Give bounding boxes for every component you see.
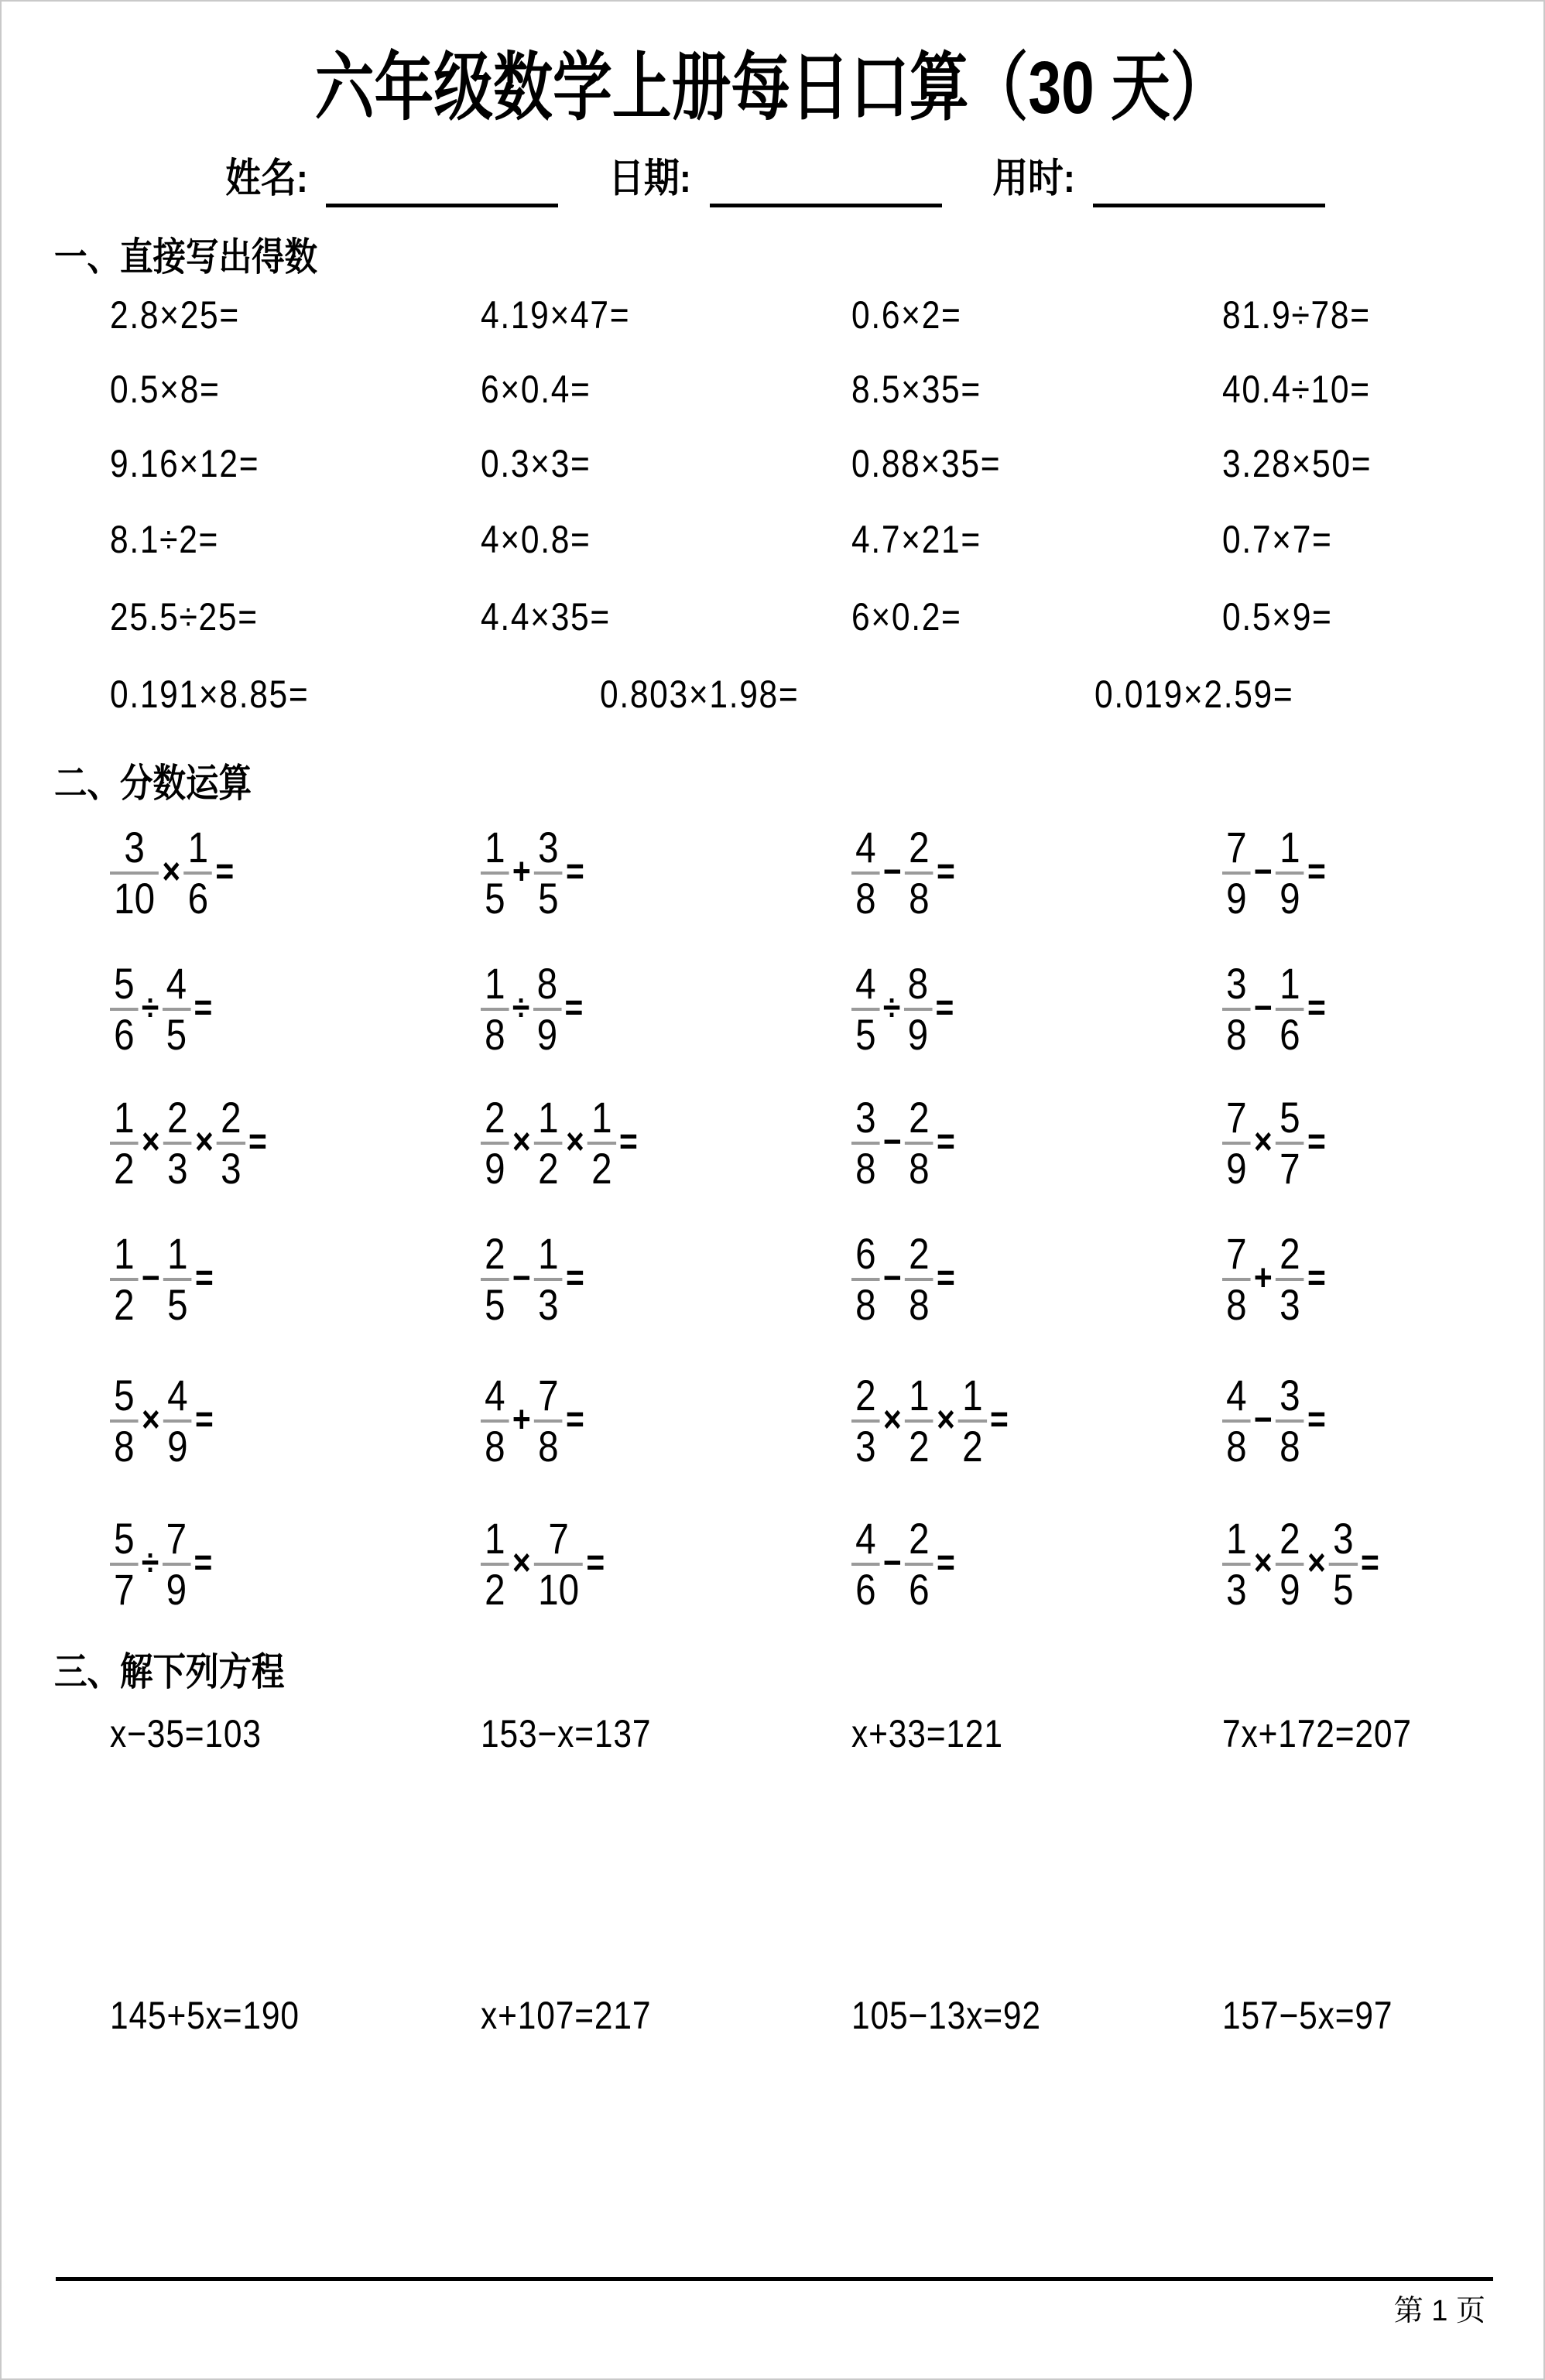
denominator: 6	[909, 1564, 930, 1614]
equals-sign: =	[564, 988, 584, 1029]
equals-sign: =	[935, 988, 954, 1029]
denominator: 8	[485, 1009, 505, 1059]
denominator: 8	[909, 873, 930, 923]
operator: ×	[1253, 1543, 1273, 1584]
denominator: 3	[167, 1143, 188, 1193]
operator: −	[882, 851, 902, 893]
denominator: 9	[536, 1009, 558, 1059]
numerator: 1	[1226, 1514, 1247, 1563]
numerator: 3	[1280, 1371, 1300, 1419]
page-number: 第 1 页	[1393, 2295, 1485, 2327]
numerator: 1	[114, 1093, 135, 1142]
numerator: 7	[538, 1371, 559, 1419]
denominator: 3	[1280, 1279, 1300, 1329]
denominator: 5	[1333, 1564, 1354, 1614]
section1-heading: 一、直接写出得数	[54, 235, 317, 279]
equals-sign: =	[1307, 1122, 1326, 1163]
denominator: 2	[591, 1143, 612, 1193]
operator: ×	[565, 1122, 584, 1163]
numerator: 2	[909, 823, 930, 872]
equals-sign: =	[1360, 1543, 1379, 1584]
equals-sign: =	[936, 1543, 955, 1584]
operator: ÷	[141, 1543, 159, 1584]
operator: ×	[162, 851, 181, 893]
numerator: 8	[907, 959, 929, 1008]
math-problem: 0.191×8.85=	[110, 673, 310, 716]
operator: ÷	[882, 988, 901, 1029]
equation-problem: 7x+172=207	[1222, 1712, 1412, 1755]
numerator: 2	[1280, 1514, 1300, 1563]
numerator: 3	[538, 823, 559, 872]
operator: ×	[1253, 1122, 1273, 1163]
numerator: 1	[591, 1093, 612, 1142]
numerator: 2	[909, 1093, 930, 1142]
equals-sign: =	[248, 1122, 267, 1163]
numerator: 1	[1280, 823, 1300, 872]
denominator: 9	[907, 1009, 929, 1059]
denominator: 2	[485, 1564, 505, 1614]
denominator: 8	[855, 1279, 876, 1329]
numerator: 1	[114, 1229, 135, 1278]
operator: ÷	[141, 988, 159, 1029]
numerator: 3	[124, 823, 145, 872]
denominator: 10	[114, 873, 156, 923]
operator: −	[882, 1543, 902, 1584]
numerator: 1	[485, 959, 505, 1008]
numerator: 1	[187, 823, 209, 872]
equals-sign: =	[1307, 851, 1326, 893]
operator: ×	[882, 1399, 902, 1441]
equals-sign: =	[215, 851, 235, 893]
math-problem: 0.88×35=	[851, 442, 1002, 485]
equation-problems	[2, 2, 1543, 2378]
math-problem: 8.1÷2=	[110, 518, 220, 561]
math-problem: 0.5×8=	[110, 368, 221, 411]
math-problem: 2.8×25=	[110, 293, 240, 337]
numerator: 2	[485, 1229, 505, 1278]
numerator: 1	[538, 1093, 559, 1142]
denominator: 7	[1280, 1143, 1300, 1193]
equals-sign: =	[194, 1258, 214, 1300]
denominator: 6	[114, 1009, 135, 1059]
numerator: 4	[855, 823, 876, 872]
denominator: 2	[114, 1279, 135, 1329]
equation-problem: 153−x=137	[481, 1712, 652, 1755]
denominator: 8	[909, 1143, 930, 1193]
denominator: 8	[538, 1421, 559, 1471]
denominator: 2	[909, 1421, 930, 1471]
denominator: 9	[167, 1421, 188, 1471]
math-problem: 0.3×3=	[481, 442, 591, 485]
equals-sign: =	[936, 1122, 955, 1163]
math-problem: 6×0.4=	[481, 368, 591, 411]
date-label: 日期:	[608, 156, 692, 201]
section2-heading: 二、分数运算	[54, 762, 252, 805]
math-problem: 81.9÷78=	[1222, 293, 1371, 337]
numerator: 1	[538, 1229, 559, 1278]
numerator: 1	[485, 1514, 505, 1563]
denominator: 9	[485, 1143, 505, 1193]
denominator: 3	[538, 1279, 559, 1329]
denominator: 3	[1226, 1564, 1247, 1614]
denominator: 7	[114, 1564, 135, 1614]
numerator: 4	[485, 1371, 505, 1419]
denominator: 8	[1226, 1421, 1247, 1471]
math-problem: 25.5÷25=	[110, 595, 259, 639]
equals-sign: =	[1307, 1258, 1326, 1300]
equals-sign: =	[989, 1399, 1009, 1441]
operator: ÷	[512, 988, 530, 1029]
numerator: 5	[114, 1514, 135, 1563]
denominator: 6	[855, 1564, 876, 1614]
denominator: 8	[855, 873, 876, 923]
operator: ×	[141, 1122, 160, 1163]
equals-sign: =	[194, 1543, 213, 1584]
operator: −	[882, 1122, 902, 1163]
numerator: 3	[1226, 959, 1247, 1008]
math-problem: 8.5×35=	[851, 368, 981, 411]
numerator: 4	[855, 959, 876, 1008]
math-problem: 0.803×1.98=	[600, 673, 800, 716]
operator: ×	[141, 1399, 160, 1441]
equation-problem: 105−13x=92	[851, 1994, 1041, 2037]
numerator: 4	[855, 1514, 876, 1563]
numerator: 2	[909, 1514, 930, 1563]
equation-problem: 145+5x=190	[110, 1994, 300, 2037]
operator: +	[1253, 1258, 1273, 1300]
equals-sign: =	[194, 1399, 214, 1441]
numerator: 5	[114, 1371, 135, 1419]
denominator: 3	[221, 1143, 242, 1193]
numerator: 8	[536, 959, 558, 1008]
numerator: 4	[166, 959, 187, 1008]
denominator: 9	[1226, 873, 1247, 923]
numerator: 7	[166, 1514, 187, 1563]
numerator: 1	[167, 1229, 188, 1278]
numerator: 7	[548, 1514, 569, 1563]
operator: −	[1253, 1399, 1273, 1441]
equation-problem: x+33=121	[851, 1712, 1003, 1755]
numerator: 2	[1280, 1229, 1300, 1278]
equation-problem: 157−5x=97	[1222, 1994, 1393, 2037]
math-problem: 9.16×12=	[110, 442, 260, 485]
math-problem: 0.7×7=	[1222, 518, 1333, 561]
denominator: 10	[538, 1564, 580, 1614]
operator: ×	[1307, 1543, 1326, 1584]
math-problem: 0.5×9=	[1222, 595, 1333, 639]
denominator: 5	[855, 1009, 876, 1059]
operator: ×	[512, 1543, 531, 1584]
numerator: 2	[485, 1093, 505, 1142]
numerator: 3	[855, 1093, 876, 1142]
numerator: 5	[114, 959, 135, 1008]
section3-heading: 三、解下列方程	[54, 1650, 285, 1693]
numerator: 2	[909, 1229, 930, 1278]
operator: ×	[512, 1122, 531, 1163]
denominator: 8	[855, 1143, 876, 1193]
math-problem: 3.28×50=	[1222, 442, 1372, 485]
numerator: 1	[485, 823, 505, 872]
numerator: 4	[167, 1371, 188, 1419]
denominator: 8	[485, 1421, 505, 1471]
denominator: 9	[1280, 1564, 1300, 1614]
numerator: 7	[1226, 1093, 1247, 1142]
operator: +	[512, 851, 531, 893]
numerator: 2	[221, 1093, 242, 1142]
denominator: 9	[1226, 1143, 1247, 1193]
operator: −	[141, 1258, 160, 1300]
numerator: 4	[1226, 1371, 1247, 1419]
equals-sign: =	[565, 1258, 584, 1300]
denominator: 6	[1280, 1009, 1300, 1059]
denominator: 8	[1280, 1421, 1300, 1471]
equals-sign: =	[565, 851, 584, 893]
denominator: 2	[962, 1421, 983, 1471]
operator: −	[1253, 851, 1273, 893]
math-problem: 0.6×2=	[851, 293, 962, 337]
equals-sign: =	[1307, 988, 1326, 1029]
denominator: 5	[166, 1009, 187, 1059]
operator: +	[512, 1399, 531, 1441]
numerator: 2	[167, 1093, 188, 1142]
equation-problem: x+107=217	[481, 1994, 652, 2037]
numerator: 3	[1333, 1514, 1354, 1563]
operator: −	[882, 1258, 902, 1300]
math-problem: 40.4÷10=	[1222, 368, 1371, 411]
denominator: 3	[855, 1421, 876, 1471]
numerator: 1	[909, 1371, 930, 1419]
duration-label: 用时:	[992, 156, 1075, 201]
denominator: 5	[485, 873, 505, 923]
equation-problem: x−35=103	[110, 1712, 262, 1755]
operator: −	[512, 1258, 531, 1300]
footer-divider	[56, 2277, 1493, 2281]
numerator: 1	[962, 1371, 983, 1419]
denominator: 8	[1226, 1009, 1247, 1059]
page-title-text: 六年级数学上册每日口算（30 天）	[315, 46, 1230, 129]
equals-sign: =	[618, 1122, 638, 1163]
denominator: 5	[485, 1279, 505, 1329]
denominator: 8	[909, 1279, 930, 1329]
denominator: 2	[538, 1143, 559, 1193]
numerator: 5	[1280, 1093, 1300, 1142]
numerator: 1	[1280, 959, 1300, 1008]
math-problem: 4×0.8=	[481, 518, 591, 561]
denominator: 6	[187, 873, 209, 923]
numerator: 7	[1226, 1229, 1247, 1278]
equals-sign: =	[586, 1543, 605, 1584]
equals-sign: =	[194, 988, 213, 1029]
math-problem: 4.19×47=	[481, 293, 631, 337]
operator: −	[1253, 988, 1273, 1029]
denominator: 5	[167, 1279, 188, 1329]
operator: ×	[936, 1399, 955, 1441]
numerator: 2	[855, 1371, 876, 1419]
denominator: 9	[1280, 873, 1300, 923]
equals-sign: =	[936, 1258, 955, 1300]
equals-sign: =	[1307, 1399, 1326, 1441]
denominator: 9	[166, 1564, 187, 1614]
math-problem: 4.4×35=	[481, 595, 611, 639]
name-label: 姓名:	[225, 156, 309, 201]
equals-sign: =	[565, 1399, 584, 1441]
denominator: 5	[538, 873, 559, 923]
numerator: 6	[855, 1229, 876, 1278]
math-problem: 0.019×2.59=	[1095, 673, 1294, 716]
math-problem: 6×0.2=	[851, 595, 962, 639]
denominator: 2	[114, 1143, 135, 1193]
operator: ×	[194, 1122, 214, 1163]
denominator: 8	[114, 1421, 135, 1471]
equals-sign: =	[936, 851, 955, 893]
numerator: 7	[1226, 823, 1247, 872]
denominator: 8	[1226, 1279, 1247, 1329]
math-problem: 4.7×21=	[851, 518, 981, 561]
